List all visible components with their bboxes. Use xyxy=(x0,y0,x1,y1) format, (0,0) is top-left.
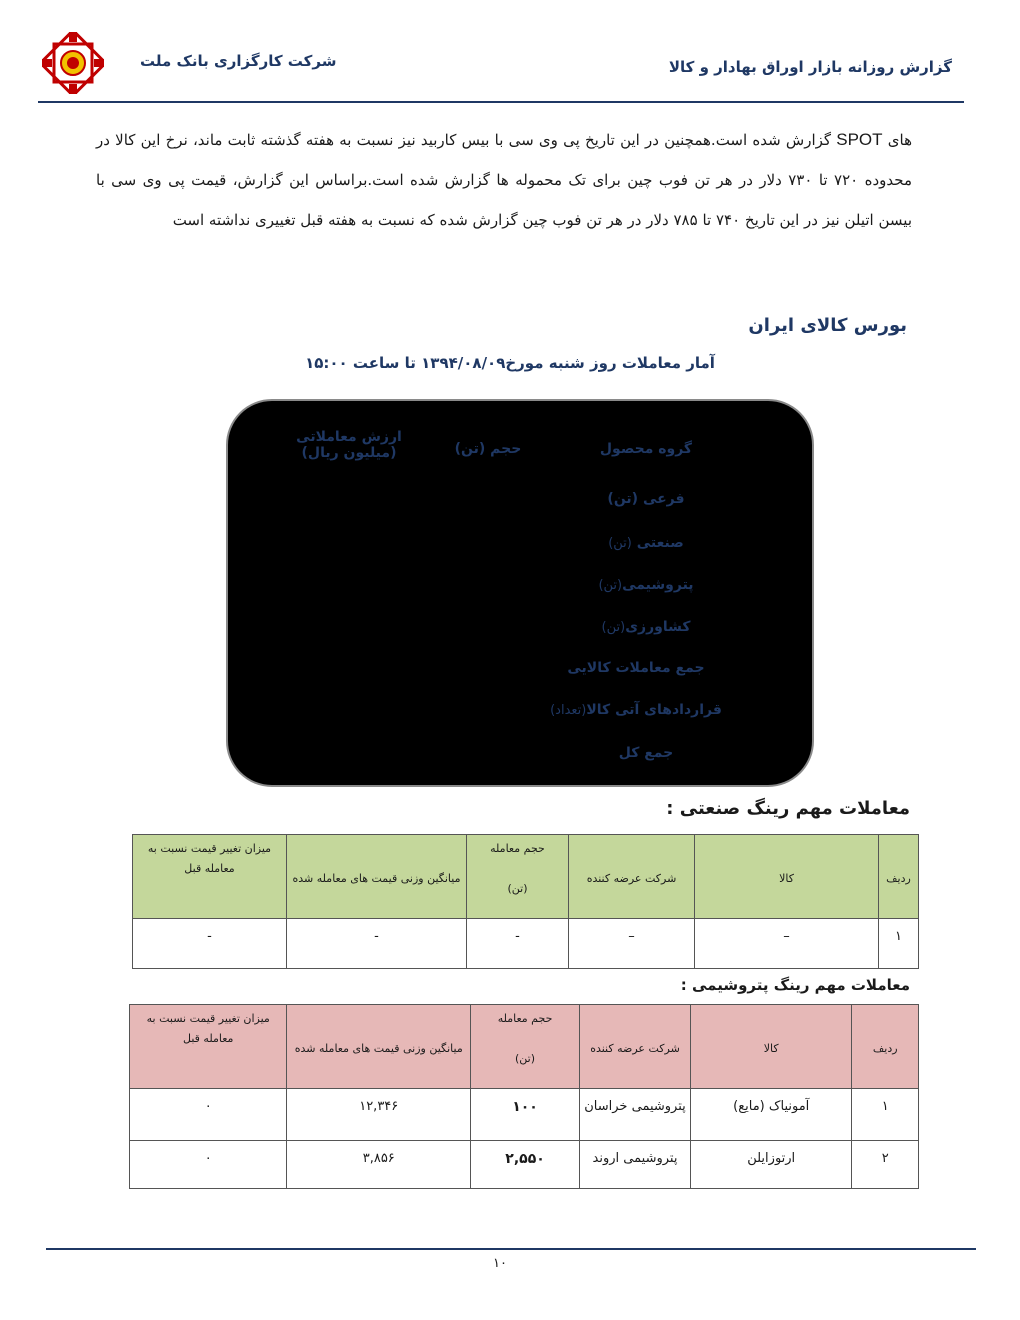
table-header-row xyxy=(133,835,919,919)
page-number: ۱۰ xyxy=(493,1256,507,1271)
header-volume-unit: (تن) xyxy=(507,882,528,895)
bank-mellat-logo xyxy=(42,32,104,94)
report-title: گزارش روزانه بازار اوراق بهادار و کالا xyxy=(668,58,952,76)
row-label: قراردادهای آتی کالا(تعداد) xyxy=(550,702,722,718)
header-commodity: کالا xyxy=(695,835,879,919)
stats-title: آمار معاملات روز شنبه مورخ۱۳۹۴/۰۸/۰۹ تا ساعت ۱۵:۰۰ xyxy=(305,354,715,372)
cell-supplier: پتروشیمی اروند xyxy=(580,1141,691,1189)
cell-commodity: آمونیاک (مایع) xyxy=(691,1089,852,1141)
cell-commodity: – xyxy=(695,919,879,969)
cell-price-change: ۰ xyxy=(130,1141,287,1189)
header-commodity: کالا xyxy=(691,1005,852,1089)
col-header-volume: حجم (تن) xyxy=(454,441,522,457)
cell-avg-price: - xyxy=(287,919,467,969)
cell-volume: - xyxy=(467,919,569,969)
section-heading-petrochemical: معاملات مهم رینگ پتروشیمی : xyxy=(680,976,910,994)
header-row-number: ردیف xyxy=(879,835,919,919)
cell-avg-price: ۱۲,۳۴۶ xyxy=(287,1089,471,1141)
cell-price-change: - xyxy=(133,919,287,969)
cell-avg-price: ۳,۸۵۶ xyxy=(287,1141,471,1189)
header-volume-label: حجم معامله xyxy=(497,1012,553,1025)
cell-price-change: ۰ xyxy=(130,1089,287,1141)
header-supplier: شرکت عرضه کننده xyxy=(569,835,695,919)
cell-supplier: پتروشیمی خراسان xyxy=(580,1089,691,1141)
footer-divider xyxy=(46,1248,976,1250)
industrial-ring-table xyxy=(132,834,919,969)
col-header-value-unit: (میلیون ریال) xyxy=(301,445,397,461)
row-label: جمع کل xyxy=(618,745,674,761)
table-row xyxy=(133,919,919,969)
col-header-group: گروه محصول xyxy=(599,441,693,457)
header-supplier: شرکت عرضه کننده xyxy=(580,1005,691,1089)
section-heading-industrial: معاملات مهم رینگ صنعتی : xyxy=(666,798,910,819)
row-label: فرعی (تن) xyxy=(607,491,685,507)
trading-stats-box xyxy=(226,399,814,787)
section-heading-bourse: بورس کالای ایران xyxy=(748,315,907,336)
cell-supplier: – xyxy=(569,919,695,969)
row-label: کشاورزی(تن) xyxy=(601,619,691,635)
body-paragraph: های SPOT گزارش شده است.همچنین در این تاریخ پی وی سی با بیس کاربید نیز نسبت به هفته گذشته ثابت ماند، نرخ این کالا در محدوده ۷۲۰ تا ۷۳۰ دلار در هر تن فوب چین برای تک محموله ها گزارش شده است.براساس این گزارش، قیمت پی وی سی با بیسن اتیلن نیز در این تاریخ ۷۴۰ تا ۷۸۵ دلار در هر تن فوب چین گزارش شده که نسبت به هفته قبل تغییری نداشته است xyxy=(96,130,912,229)
table-row xyxy=(130,1089,919,1141)
table-row xyxy=(130,1141,919,1189)
col-header-value xyxy=(284,429,414,461)
col-header-value-label: ارزش معاملاتی xyxy=(296,429,402,445)
spot-term: SPOT xyxy=(836,130,883,149)
row-label: صنعتی (تن) xyxy=(608,535,684,551)
cell-row-number: ۲ xyxy=(852,1141,919,1189)
cell-volume: ۱۰۰ xyxy=(471,1089,580,1141)
header-price-change: میزان تغییر قیمت نسبت به معامله قبل xyxy=(130,1005,287,1089)
header-avg-price: میانگین وزنی قیمت های معامله شده xyxy=(287,1005,471,1089)
table-header-row xyxy=(130,1005,919,1089)
row-label: جمع معاملات کالایی xyxy=(567,660,705,676)
header-volume xyxy=(471,1005,580,1089)
row-label: پتروشیمی(تن) xyxy=(598,577,694,593)
header-row-number: ردیف xyxy=(852,1005,919,1089)
cell-row-number: ۱ xyxy=(879,919,919,969)
header-volume xyxy=(467,835,569,919)
cell-commodity: ارتوزایلن xyxy=(691,1141,852,1189)
company-name: شرکت کارگزاری بانک ملت xyxy=(140,52,337,70)
header-volume-label: حجم معامله xyxy=(490,842,545,855)
header-divider xyxy=(38,101,964,103)
header-price-change: میزان تغییر قیمت نسبت به معامله قبل xyxy=(133,835,287,919)
petrochemical-ring-table xyxy=(129,1004,919,1189)
cell-row-number: ۱ xyxy=(852,1089,919,1141)
header-volume-unit: (تن) xyxy=(515,1052,536,1065)
header-avg-price: میانگین وزنی قیمت های معامله شده xyxy=(287,835,467,919)
cell-volume: ۲,۵۵۰ xyxy=(471,1141,580,1189)
